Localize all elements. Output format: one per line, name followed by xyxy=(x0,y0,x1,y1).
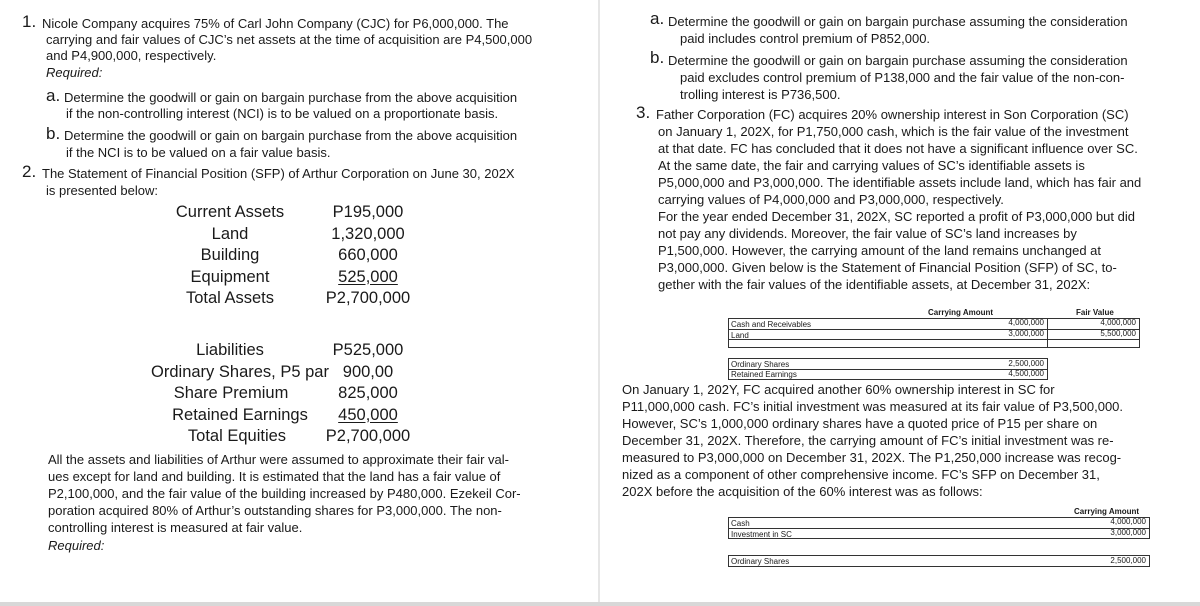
table-row-label: Cash and Receivables xyxy=(731,320,812,329)
q2-line: is presented below: xyxy=(46,183,159,198)
q2-required: Required: xyxy=(48,538,105,553)
equity-values xyxy=(318,340,418,448)
table-header: Carrying Amount xyxy=(928,308,994,317)
equity-labels xyxy=(150,340,330,448)
asset-value: 525,000 xyxy=(338,267,398,286)
q1-number: 1. xyxy=(22,12,37,31)
q3-line: At the same date, the fair and carrying values of SC’s identifiable assets is xyxy=(658,158,1085,173)
q1b-line: Determine the goodwill or gain on bargain purchase from the above acquisition xyxy=(64,128,518,143)
sfp-table-fc xyxy=(728,507,1150,569)
q2a-line: Determine the goodwill or gain on bargain purchase assuming the consideration xyxy=(668,14,1128,29)
q3b-line: 202X before the acquisition of the 60% interest was as follows: xyxy=(622,484,983,499)
q2-body-line: All the assets and liabilities of Arthur were assumed to approximate their fair val- xyxy=(48,452,509,467)
q3b-line: nized as a component of other comprehensive income. FC’s SFP on December 31, xyxy=(622,467,1100,482)
equity-label: Retained Earnings xyxy=(172,405,308,424)
table-cell: 3,000,000 xyxy=(1008,329,1044,338)
table-cell: 2,500,000 xyxy=(1110,556,1146,565)
column-divider xyxy=(598,0,600,606)
equity-label: Share Premium xyxy=(173,384,289,402)
q1-required: Required: xyxy=(46,65,103,80)
q1-line: Nicole Company acquires 75% of Carl John Company (CJC) for P6,000,000. The xyxy=(42,16,509,31)
q2b-line: paid excludes control premium of P138,000 and the fair value of the non-con- xyxy=(680,70,1125,85)
table-cell: 4,500,000 xyxy=(1008,369,1044,378)
q3-line: P1,500,000. However, the carrying amount of the land remains unchanged at xyxy=(658,243,1102,258)
left-column xyxy=(0,0,598,606)
asset-label: Total Assets xyxy=(185,289,275,307)
equity-label: Total Equities xyxy=(187,427,287,445)
q1a-line: if the non-controlling interest (NCI) is to be valued on a proportionate basis. xyxy=(66,106,499,121)
q3b-line: However, SC’s 1,000,000 ordinary shares have a quoted price of P15 per share on xyxy=(622,416,1098,431)
q2b-line: trolling interest is P736,500. xyxy=(680,87,841,102)
table-cell: 5,500,000 xyxy=(1100,329,1136,338)
q3-line: on January 1, 202X, for P1,750,000 cash, which is the fair value of the investment xyxy=(658,124,1129,139)
q1-line: carrying and fair values of CJC’s net assets at the time of acquisition are P4,500,000 xyxy=(46,32,533,47)
asset-value: P195,000 xyxy=(332,203,404,221)
q2-body-line: controlling interest is measured at fair value. xyxy=(48,520,303,535)
table-row-label: Investment in SC xyxy=(731,530,792,539)
table-row-label: Land xyxy=(731,331,749,340)
q2a-line: paid includes control premium of P852,000. xyxy=(680,31,931,46)
equity-value: 900,00 xyxy=(342,362,394,381)
asset-label: Building xyxy=(200,246,260,264)
assets-labels xyxy=(160,202,300,310)
equity-value: 825,000 xyxy=(338,384,398,402)
q3-line: gether with the fair values of the identifiable assets, at December 31, 202X: xyxy=(658,277,1091,292)
asset-value: 660,000 xyxy=(338,246,398,264)
table-cell: 4,000,000 xyxy=(1008,318,1044,327)
table-row-label: Ordinary Shares xyxy=(731,360,790,369)
q3-line: at that date. FC has concluded that it does not have a significant influence over SC. xyxy=(658,141,1138,156)
asset-label: Current Assets xyxy=(175,203,285,221)
q1b-letter: b. xyxy=(46,124,61,143)
table-cell: 3,000,000 xyxy=(1110,528,1146,537)
q2a-letter: a. xyxy=(650,9,665,28)
q3b-line: On January 1, 202Y, FC acquired another 60% ownership interest in SC for xyxy=(622,382,1055,397)
equity-label: Liabilities xyxy=(196,341,264,359)
q1b-line: if the NCI is to be valued on a fair value basis. xyxy=(66,145,331,160)
q1a-line: Determine the goodwill or gain on bargain purchase from the above acquisition xyxy=(64,90,518,105)
asset-value: P2,700,000 xyxy=(325,289,411,307)
asset-value: 1,320,000 xyxy=(331,224,405,243)
table-header: Fair Value xyxy=(1076,308,1114,317)
table-cell: 2,500,000 xyxy=(1008,359,1044,368)
equity-label: Ordinary Shares, P5 par xyxy=(151,362,329,381)
q3-number: 3. xyxy=(636,103,651,122)
equity-value: P2,700,000 xyxy=(325,427,411,445)
table-row-label: Ordinary Shares xyxy=(731,557,790,566)
q3-line: Father Corporation (FC) acquires 20% ownership interest in Son Corporation (SC) xyxy=(656,107,1129,122)
table-row-label: Cash xyxy=(731,519,750,528)
q2-body-line: ues except for land and building. It is estimated that the land has a fair value of xyxy=(48,469,501,484)
page-bottom-edge xyxy=(0,602,1200,606)
q2b-line: Determine the goodwill or gain on bargain purchase assuming the consideration xyxy=(668,53,1128,68)
asset-label: Equipment xyxy=(190,267,270,286)
q3-line: carrying values of P4,000,000 and P3,000,000, respectively. xyxy=(658,192,1004,207)
q3-line: P5,000,000 and P3,000,000. The identifiable assets include land, which has fair and xyxy=(658,175,1142,190)
table-cell: 4,000,000 xyxy=(1110,517,1146,526)
assets-values xyxy=(318,202,418,310)
table-cell: 4,000,000 xyxy=(1100,318,1136,327)
q2b-letter: b. xyxy=(650,48,665,67)
right-column xyxy=(602,0,1200,606)
table-row-label: Retained Earnings xyxy=(731,370,797,379)
q3-line: P3,000,000. Given below is the Statement of Financial Position (SFP) of SC, to- xyxy=(658,260,1117,275)
q3-line: not pay any dividends. Moreover, the fair value of SC’s land increases by xyxy=(658,226,1077,241)
q3-line: For the year ended December 31, 202X, SC reported a profit of P3,000,000 but did xyxy=(658,209,1135,224)
sfp-table-sc xyxy=(728,308,1140,381)
equity-value: P525,000 xyxy=(332,341,404,359)
table-header: Carrying Amount xyxy=(1074,507,1140,516)
asset-label: Land xyxy=(211,224,249,243)
q3b-line: December 31, 202X. Therefore, the carrying amount of FC’s initial investment was re- xyxy=(622,433,1114,448)
q2-body-line: P2,100,000, and the fair value of the building increased by P480,000. Ezekeil Cor- xyxy=(48,486,521,501)
q2-line: The Statement of Financial Position (SFP) of Arthur Corporation on June 30, 202X xyxy=(42,166,515,181)
q1a-letter: a. xyxy=(46,86,61,105)
q3b-line: measured to P3,000,000 on December 31, 202X. The P1,250,000 increase was recog- xyxy=(622,450,1122,465)
q1-line: and P4,900,000, respectively. xyxy=(46,48,217,63)
equity-value: 450,000 xyxy=(338,405,398,424)
q2-body-line: poration acquired 80% of Arthur’s outstanding shares for P3,000,000. The non- xyxy=(48,503,502,518)
q3b-line: P11,000,000 cash. FC’s initial investment was measured at its fair value of P3,500,000. xyxy=(622,399,1124,414)
q2-number: 2. xyxy=(22,162,37,181)
